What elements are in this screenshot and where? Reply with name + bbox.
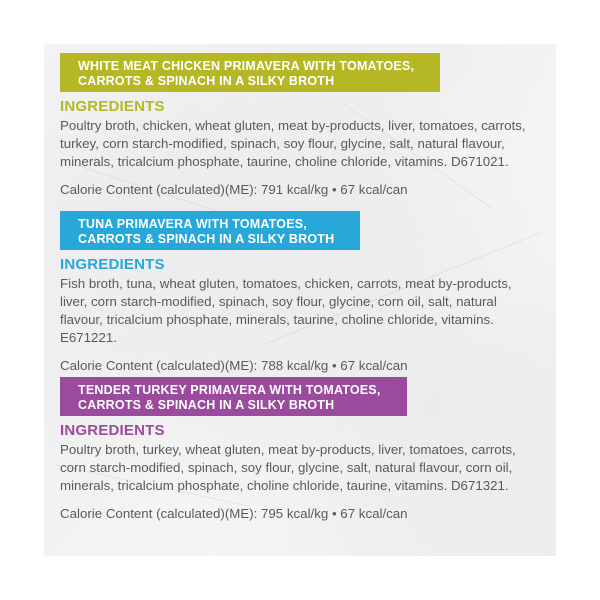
product-title-line1: TUNA PRIMAVERA WITH TOMATOES, (78, 217, 307, 231)
product-title-line1: WHITE MEAT CHICKEN PRIMAVERA WITH TOMATOES, (78, 59, 415, 73)
product-section-turkey (60, 377, 540, 523)
product-section-tuna (60, 211, 540, 375)
ingredients-heading: INGREDIENTS (60, 422, 165, 439)
calorie-content: Calorie Content (calculated)(ME): 788 kcal/kg • 67 kcal/can (60, 358, 408, 373)
product-title-line2: CARROTS & SPINACH IN A SILKY BROTH (78, 398, 335, 412)
ingredients-heading: INGREDIENTS (60, 98, 165, 115)
product-title-line2: CARROTS & SPINACH IN A SILKY BROTH (78, 74, 335, 88)
ingredients-list: Poultry broth, chicken, wheat gluten, meat by-products, liver, tomatoes, carrots, turkey, corn starch-modified, spinach, soy flour, glycine, salt, natural flavour, minerals, tricalcium phosphate, taurine, choline chloride, vitamins. D671021. (60, 118, 526, 169)
product-section-chicken (60, 53, 540, 199)
product-title-line1: TENDER TURKEY PRIMAVERA WITH TOMATOES, (78, 383, 381, 397)
ingredients-list: Poultry broth, turkey, wheat gluten, meat by-products, liver, tomatoes, carrots, corn starch-modified, spinach, soy flour, glycine, salt, natural flavour, corn oil, minerals, tricalcium phosphate, choline chloride, taurine, vitamins. D671321. (60, 442, 516, 493)
product-title-banner (60, 53, 440, 92)
product-title-banner (60, 211, 360, 250)
ingredients-list: Fish broth, tuna, wheat gluten, tomatoes, chicken, carrots, meat by-products, liver, corn starch-modified, spinach, soy flour, glycine, corn oil, salt, natural flavour, tricalcium phosphate, minerals, taurine, choline chloride, vitamins. E671221. (60, 276, 512, 345)
product-title-line2: CARROTS & SPINACH IN A SILKY BROTH (78, 232, 335, 246)
ingredients-panel (44, 44, 556, 556)
ingredients-heading: INGREDIENTS (60, 256, 165, 273)
calorie-content: Calorie Content (calculated)(ME): 791 kcal/kg • 67 kcal/can (60, 182, 408, 197)
calorie-content: Calorie Content (calculated)(ME): 795 kcal/kg • 67 kcal/can (60, 506, 408, 521)
product-title-banner (60, 377, 407, 416)
